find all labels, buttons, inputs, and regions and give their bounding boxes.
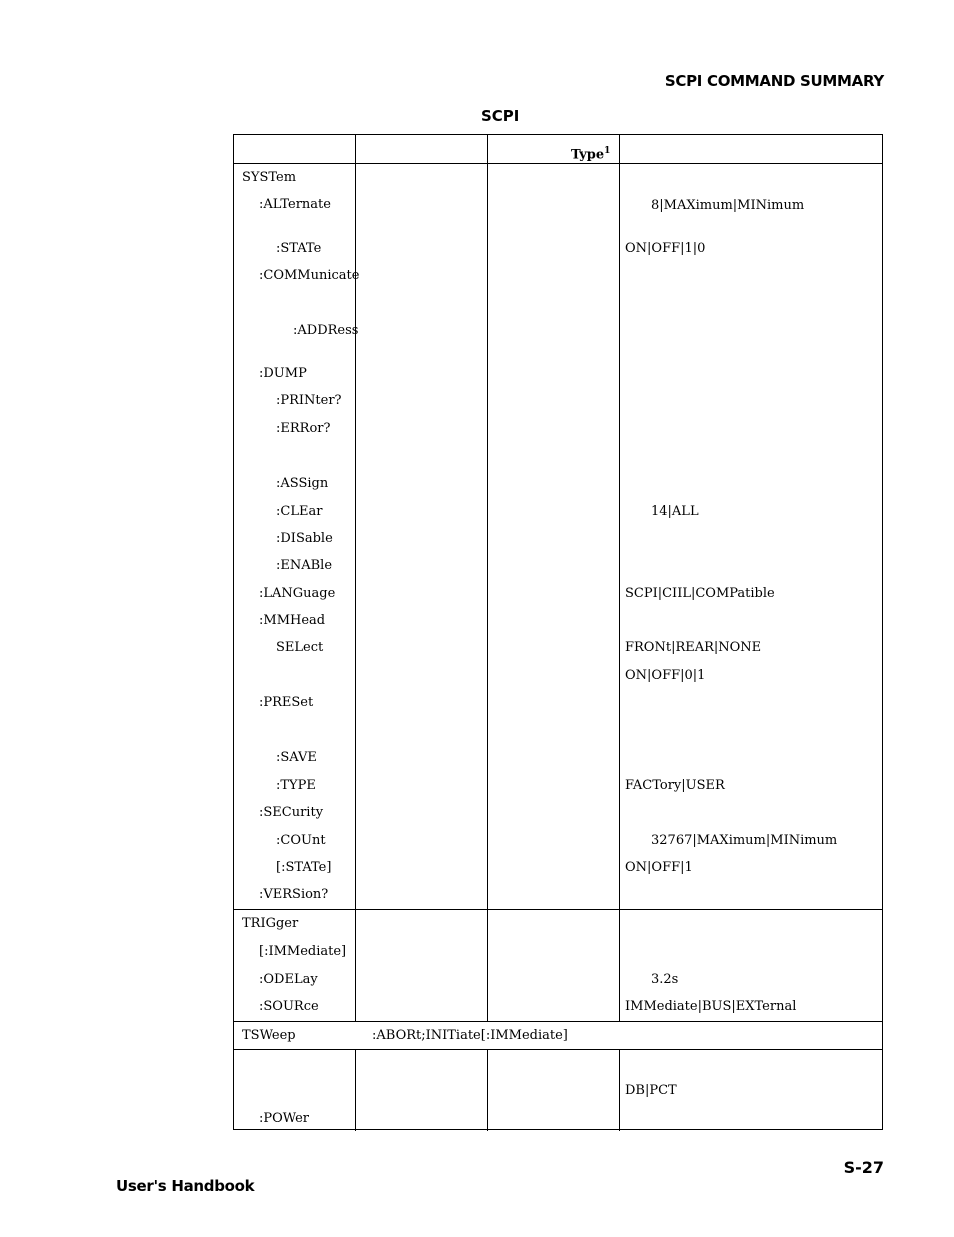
footer-title: User's Handbook: [116, 1177, 255, 1195]
command-cell: :CLEar: [276, 504, 323, 519]
row-rule-power: [234, 1049, 882, 1050]
command-cell: TRIGger: [242, 916, 299, 931]
command-cell: :SOURce: [259, 999, 319, 1014]
command-cell: :ABORt;INITiate[:IMMediate]: [372, 1028, 568, 1043]
parameter-cell: 32767|MAXimum|MINimum: [651, 833, 838, 848]
command-cell: TSWeep: [242, 1028, 296, 1043]
command-cell: SELect: [276, 640, 324, 655]
parameter-cell: FACTory|USER: [625, 778, 725, 793]
col-rule-2: [487, 135, 488, 1021]
command-cell: [:IMMediate]: [259, 944, 347, 959]
command-cell: :COMMunicate: [259, 268, 360, 283]
page-number: S-27: [843, 1158, 884, 1177]
command-cell: :ENABle: [276, 558, 333, 573]
command-cell: :POWer: [259, 1111, 309, 1126]
page-header: SCPI COMMAND SUMMARY: [664, 72, 884, 90]
row-rule-trigger: [234, 909, 882, 910]
command-cell: :STATe: [276, 241, 322, 256]
parameter-cell: ON|OFF|1: [625, 860, 693, 875]
command-cell: :SECurity: [259, 805, 324, 820]
parameter-cell: 8|MAXimum|MINimum: [651, 198, 805, 213]
parameter-cell: SCPI|CIIL|COMPatible: [625, 586, 775, 601]
command-cell: :ERRor?: [276, 421, 331, 436]
command-cell: :DUMP: [259, 366, 307, 381]
parameter-cell: DB|PCT: [625, 1083, 677, 1098]
parameter-cell: IMMediate|BUS|EXTernal: [625, 999, 797, 1014]
row-rule-tsweep: [234, 1021, 882, 1022]
command-cell: :DISable: [276, 531, 333, 546]
command-cell: :LANGuage: [259, 586, 336, 601]
command-cell: :COUnt: [276, 833, 326, 848]
command-cell: :PRESet: [259, 695, 314, 710]
command-cell: :ODELay: [259, 972, 318, 987]
command-cell: :VERSion?: [259, 887, 329, 902]
parameter-cell: 3.2s: [651, 972, 679, 987]
col-rule-2b: [487, 1049, 488, 1131]
type-column-header: Type$^1$: [571, 146, 611, 163]
header-rule: [234, 163, 882, 164]
parameter-cell: FRONt|REAR|NONE: [625, 640, 762, 655]
parameter-cell: ON|OFF|0|1: [625, 668, 706, 683]
command-cell: SYSTem: [242, 170, 297, 185]
command-cell: [:STATe]: [276, 860, 332, 875]
parameter-cell: ON|OFF|1|0: [625, 241, 706, 256]
parameter-cell: 14|ALL: [651, 504, 699, 519]
command-cell: :TYPE: [276, 778, 316, 793]
col-rule-3b: [619, 1049, 620, 1131]
table-title: SCPI: [481, 107, 520, 125]
command-cell: :ASSign: [276, 476, 329, 491]
command-cell: :ALTernate: [259, 197, 331, 212]
command-cell: :PRINter?: [276, 393, 342, 408]
command-cell: :SAVE: [276, 750, 317, 765]
col-rule-1b: [355, 1049, 356, 1131]
command-cell: :MMHead: [259, 613, 326, 628]
col-rule-3: [619, 135, 620, 1021]
command-cell: :ADDRess: [293, 323, 359, 338]
